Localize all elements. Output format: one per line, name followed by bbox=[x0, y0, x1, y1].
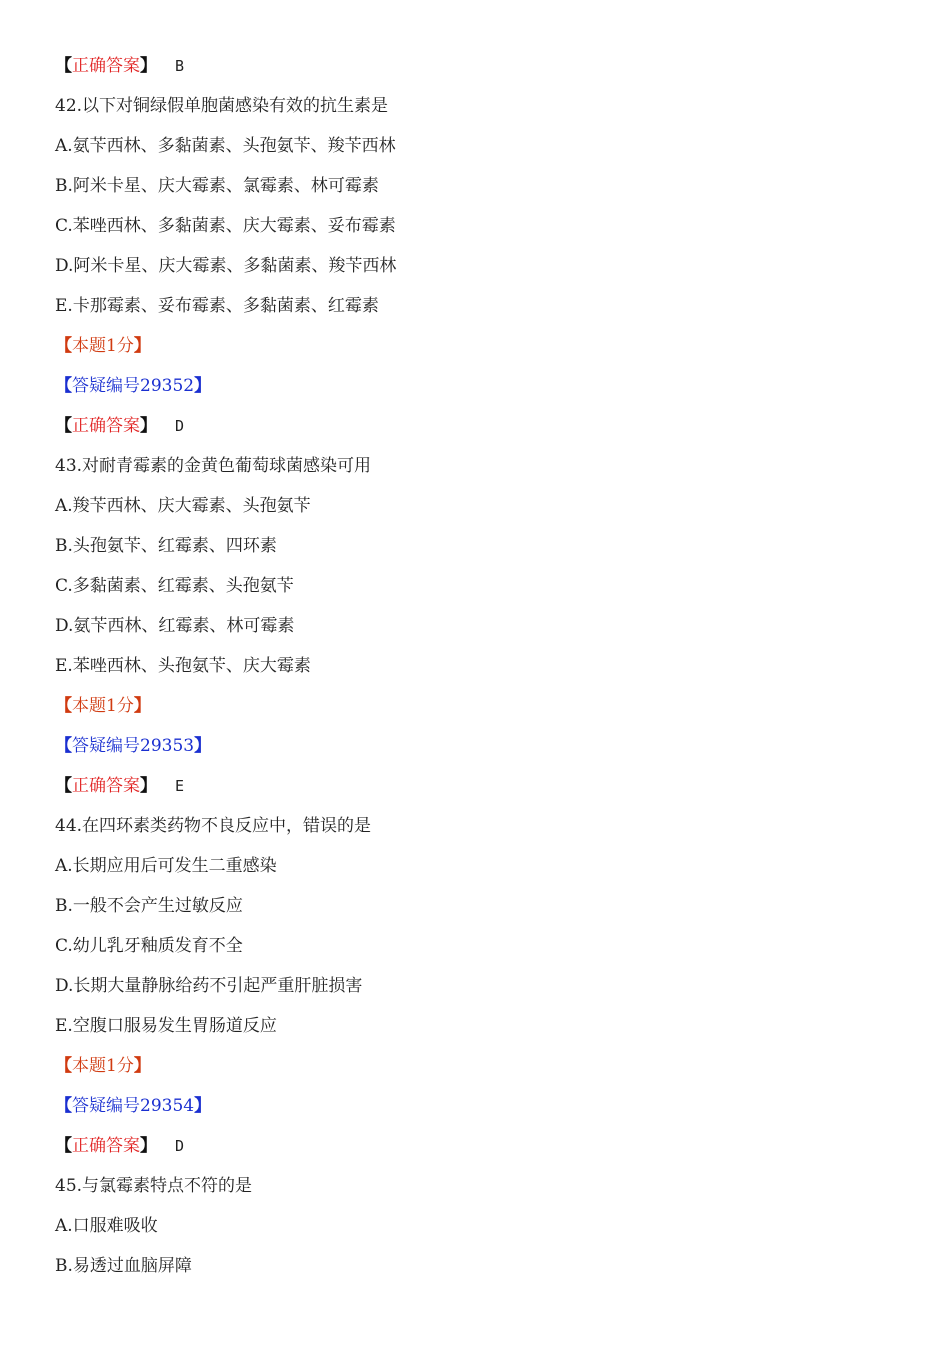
option-e: E.空腹口服易发生胃肠道反应 bbox=[55, 1016, 277, 1036]
document-page bbox=[55, 48, 915, 1288]
answer-value: D bbox=[175, 417, 185, 435]
option-b: B.阿米卡星、庆大霉素、氯霉素、林可霉素 bbox=[55, 176, 379, 196]
option-b: B.一般不会产生过敏反应 bbox=[55, 896, 243, 916]
option-c: C.苯唑西林、多黏菌素、庆大霉素、妥布霉素 bbox=[55, 216, 396, 236]
option-a: A.氨苄西林、多黏菌素、头孢氨苄、羧苄西林 bbox=[55, 136, 396, 156]
answer-value: E bbox=[175, 777, 185, 795]
answer-label: 正确答案 bbox=[72, 56, 140, 76]
answer-line: 【正确答案】 D bbox=[55, 1136, 185, 1156]
option-a: A.长期应用后可发生二重感染 bbox=[55, 856, 277, 876]
question-stem: 44.在四环素类药物不良反应中，错误的是 bbox=[55, 816, 372, 836]
answer-label: 正确答案 bbox=[72, 776, 140, 796]
score-line: 【本题1分】 bbox=[55, 1056, 151, 1076]
option-c: C.多黏菌素、红霉素、头孢氨苄 bbox=[55, 576, 294, 596]
score-text: 本题1分 bbox=[72, 1056, 134, 1076]
qid-link[interactable]: 答疑编号29354 bbox=[72, 1096, 195, 1116]
answer-line: 【正确答案】 B bbox=[55, 56, 185, 76]
option-b: B.易透过血脑屏障 bbox=[55, 1256, 192, 1276]
option-e: E.苯唑西林、头孢氨苄、庆大霉素 bbox=[55, 656, 311, 676]
option-a: A.口服难吸收 bbox=[55, 1216, 158, 1236]
qid-line: 【答疑编号29352】 bbox=[55, 376, 212, 396]
option-a: A.羧苄西林、庆大霉素、头孢氨苄 bbox=[55, 496, 311, 516]
score-text: 本题1分 bbox=[72, 696, 134, 716]
qid-link[interactable]: 答疑编号29352 bbox=[72, 376, 195, 396]
qid-link[interactable]: 答疑编号29353 bbox=[72, 736, 195, 756]
score-line: 【本题1分】 bbox=[55, 696, 151, 716]
option-e: E.卡那霉素、妥布霉素、多黏菌素、红霉素 bbox=[55, 296, 379, 316]
option-c: C.幼儿乳牙釉质发育不全 bbox=[55, 936, 243, 956]
qid-line: 【答疑编号29354】 bbox=[55, 1096, 212, 1116]
question-stem: 42.以下对铜绿假单胞菌感染有效的抗生素是 bbox=[55, 96, 389, 116]
answer-value: B bbox=[175, 57, 185, 75]
option-d: D.阿米卡星、庆大霉素、多黏菌素、羧苄西林 bbox=[55, 256, 397, 276]
answer-label: 正确答案 bbox=[72, 1136, 140, 1156]
qid-line: 【答疑编号29353】 bbox=[55, 736, 212, 756]
option-b: B.头孢氨苄、红霉素、四环素 bbox=[55, 536, 277, 556]
answer-value: D bbox=[175, 1137, 185, 1155]
answer-line: 【正确答案】 E bbox=[55, 776, 185, 796]
answer-label: 正确答案 bbox=[72, 416, 140, 436]
option-d: D.氨苄西林、红霉素、林可霉素 bbox=[55, 616, 295, 636]
score-line: 【本题1分】 bbox=[55, 336, 151, 356]
score-text: 本题1分 bbox=[72, 336, 134, 356]
question-stem: 45.与氯霉素特点不符的是 bbox=[55, 1176, 253, 1196]
question-stem: 43.对耐青霉素的金黄色葡萄球菌感染可用 bbox=[55, 456, 372, 476]
answer-line: 【正确答案】 D bbox=[55, 416, 185, 436]
option-d: D.长期大量静脉给药不引起严重肝脏损害 bbox=[55, 976, 363, 996]
